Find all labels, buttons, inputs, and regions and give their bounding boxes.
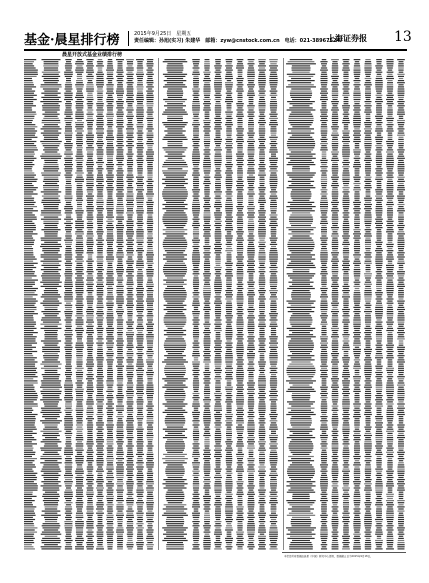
table-text-texture [286,58,406,550]
issue-date: 2015年9月25日 星期五 [134,31,192,37]
page-number: 13 [394,29,412,45]
fund-table-column-3 [286,58,406,550]
page-header [24,29,412,49]
table-title: 晨星开放式基金业绩排行榜 [62,52,123,58]
section-title: 基金·晨星排行榜 [24,33,120,48]
column-divider [158,58,159,550]
table-text-texture [24,58,155,550]
column-divider [283,58,284,550]
footnote: 本栏目所有数据由晨星（中国）研究中心提供，数据截止日为2015年9月18日。 [284,555,373,558]
fund-table-column-1 [24,58,155,550]
editor-contact: 责任编辑：孙旭(实习) 朱建华 邮箱：zyw@cnstock.com.cn 电话：021-38967524 [134,38,340,44]
fund-table-column-2 [162,58,280,550]
newspaper-name: 上海证券报 [327,33,367,43]
table-text-texture [162,58,280,550]
footer-rule [282,552,406,553]
header-divider [128,31,129,46]
